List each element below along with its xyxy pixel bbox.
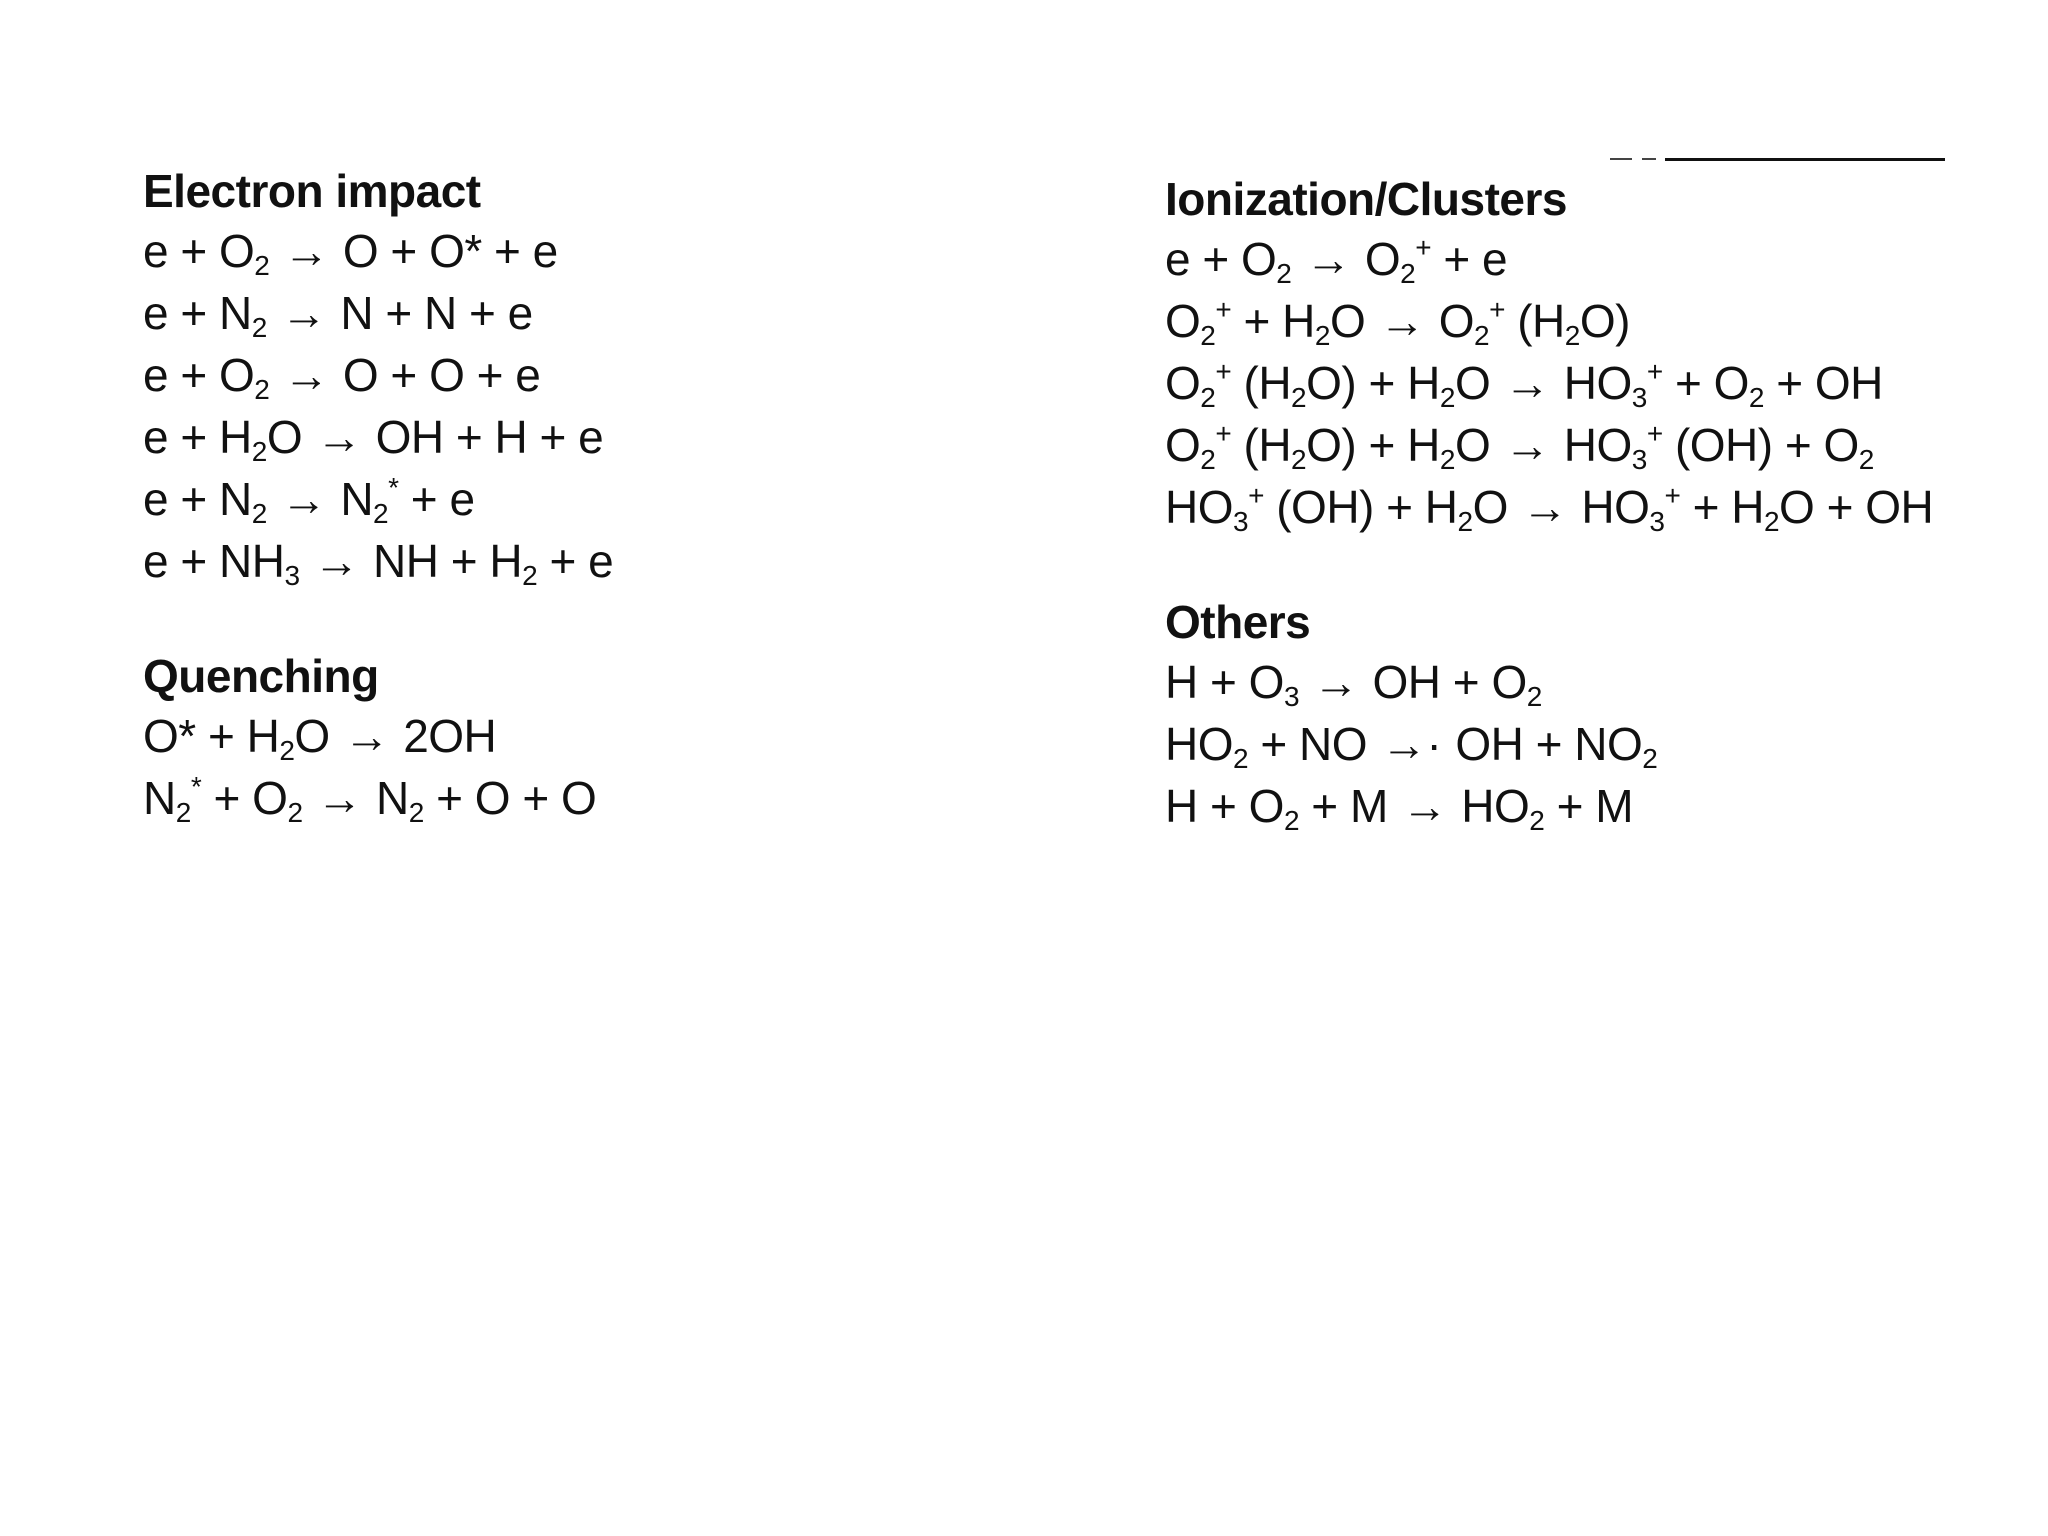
subscript: 2 <box>1457 506 1473 537</box>
equation-text: N <box>143 772 176 824</box>
reaction-equation <box>143 406 1043 468</box>
subscript: 2 <box>1291 444 1307 475</box>
equation-text: OH + O <box>1372 656 1527 708</box>
equation-text: + O + O <box>423 772 597 824</box>
equation-text: (H <box>1504 295 1565 347</box>
right-column <box>1165 170 2005 837</box>
equation-text: (OH) + H <box>1263 481 1458 533</box>
reaction-equation <box>143 282 1043 344</box>
reaction-arrow: → <box>283 349 329 401</box>
subscript: 2 <box>251 498 267 529</box>
subscript: 3 <box>1631 444 1647 475</box>
equation-text: O* + H <box>143 710 280 762</box>
equation-text: O <box>1165 357 1201 409</box>
horizontal-rule <box>1665 158 1945 161</box>
reaction-equation <box>143 530 1043 592</box>
reaction-equation <box>1165 352 2005 414</box>
equation-text: N <box>340 473 374 525</box>
equation-text: + O <box>1662 357 1749 409</box>
reaction-arrow: → <box>316 772 363 824</box>
subscript: 2 <box>1233 743 1249 774</box>
equation-text: O) + H <box>1306 419 1440 471</box>
equation-text: e + O <box>143 349 255 401</box>
subscript: 2 <box>1276 258 1292 289</box>
equation-text: O <box>266 411 303 463</box>
equation-list <box>1165 228 2005 538</box>
reaction-arrow: → <box>1379 295 1425 347</box>
equation-list <box>143 220 1043 592</box>
subscript: 2 <box>408 797 424 828</box>
subscript: 2 <box>1642 743 1658 774</box>
section-heading: Electron impact <box>143 165 481 217</box>
subscript: 2 <box>373 498 389 529</box>
superscript: + <box>1215 294 1232 325</box>
reaction-arrow: → <box>343 710 390 762</box>
reaction-arrow: →· <box>1381 718 1442 770</box>
equation-text: O <box>1364 233 1401 285</box>
reaction-arrow: → <box>1305 233 1351 285</box>
reaction-arrow: → <box>1504 419 1550 471</box>
equation-text: O <box>1165 419 1201 471</box>
reaction-equation <box>143 705 1043 767</box>
equation-text: HO <box>1563 419 1632 471</box>
subscript: 2 <box>1400 258 1416 289</box>
reaction-equation <box>1165 713 2005 775</box>
subscript: 2 <box>1200 320 1216 351</box>
equation-text: e + O <box>1165 233 1277 285</box>
equation-text: HO <box>1563 357 1632 409</box>
subscript: 3 <box>1283 681 1300 712</box>
equation-text: + O <box>201 772 288 824</box>
equation-list <box>1165 651 2005 837</box>
subscript: 3 <box>284 560 300 591</box>
equation-text: + e <box>398 473 475 525</box>
subscript: 2 <box>1283 805 1300 836</box>
superscript: * <box>388 472 399 503</box>
subscript: 2 <box>1439 382 1455 413</box>
section-electron-impact <box>143 162 1043 592</box>
equation-text: (OH) + O <box>1662 419 1859 471</box>
equation-text: H + O <box>1165 656 1284 708</box>
subscript: 2 <box>1439 444 1455 475</box>
section-heading: Others <box>1165 596 1311 648</box>
equation-text: O <box>1438 295 1475 347</box>
equation-text: (H <box>1231 357 1292 409</box>
reaction-arrow: → <box>1313 656 1359 708</box>
subscript: 2 <box>1564 320 1580 351</box>
subscript: 2 <box>1474 320 1490 351</box>
subscript: 2 <box>1748 382 1764 413</box>
subscript: 2 <box>1314 320 1330 351</box>
equation-text: + OH <box>1763 357 1883 409</box>
equation-text: O <box>1472 481 1508 533</box>
equation-text: + H <box>1680 481 1764 533</box>
equation-text: HO <box>1581 481 1650 533</box>
superscript: + <box>1489 294 1505 325</box>
equation-text: HO <box>1165 481 1233 533</box>
reaction-equation <box>1165 775 2005 837</box>
equation-text: O <box>1329 295 1366 347</box>
subscript: 2 <box>1291 382 1307 413</box>
equation-text: NH + H <box>373 535 523 587</box>
subscript: 2 <box>522 560 538 591</box>
reaction-arrow: → <box>1504 357 1550 409</box>
superscript: + <box>1248 480 1264 511</box>
equation-text: e + N <box>143 473 252 525</box>
equation-text: H + O <box>1165 780 1284 832</box>
equation-text: + e <box>537 535 614 587</box>
section-heading: Ionization/Clusters <box>1165 173 1567 225</box>
reaction-arrow: → <box>313 535 360 587</box>
equation-list <box>143 705 1043 829</box>
equation-text: N <box>376 772 409 824</box>
subscript: 2 <box>1858 444 1874 475</box>
subscript: 2 <box>251 312 267 343</box>
equation-text: 2OH <box>403 710 497 762</box>
equation-text: HO <box>1461 780 1530 832</box>
section-quenching <box>143 647 1043 829</box>
equation-text: N + N + e <box>340 287 533 339</box>
reaction-arrow: → <box>1401 780 1448 832</box>
superscript: + <box>1646 418 1663 449</box>
equation-text: e + NH <box>143 535 285 587</box>
subscript: 2 <box>1526 681 1542 712</box>
equation-text: e + O <box>143 225 255 277</box>
reaction-equation <box>1165 414 2005 476</box>
subscript: 2 <box>254 250 270 281</box>
section-ionization-clusters <box>1165 170 2005 538</box>
subscript: 2 <box>1529 805 1545 836</box>
equation-text: O <box>1454 357 1491 409</box>
reaction-equation <box>143 220 1043 282</box>
subscript: 2 <box>1763 506 1780 537</box>
equation-text: O + OH <box>1779 481 1934 533</box>
equation-text: e + N <box>143 287 252 339</box>
decorative-dash <box>1610 158 1632 160</box>
equation-text: + e <box>1431 233 1508 285</box>
equation-text: HO <box>1165 718 1233 770</box>
equation-text: + M <box>1544 780 1634 832</box>
subscript: 2 <box>254 374 270 405</box>
reaction-arrow: → <box>1521 481 1568 533</box>
equation-text: OH + NO <box>1455 718 1643 770</box>
superscript: + <box>1215 418 1232 449</box>
equation-text: O <box>1165 295 1201 347</box>
reaction-arrow: → <box>280 473 327 525</box>
reaction-equation <box>143 468 1043 530</box>
section-others <box>1165 593 2005 837</box>
superscript: + <box>1664 480 1681 511</box>
superscript: + <box>1415 232 1432 263</box>
reaction-arrow: → <box>316 411 362 463</box>
decorative-dash <box>1642 158 1656 160</box>
equation-text: OH + H + e <box>375 411 604 463</box>
equation-text: O <box>294 710 330 762</box>
equation-text: O) + H <box>1306 357 1440 409</box>
subscript: 2 <box>175 797 191 828</box>
equation-text: O) <box>1579 295 1630 347</box>
subscript: 2 <box>279 735 295 766</box>
left-column <box>143 162 1043 829</box>
subscript: 2 <box>1200 382 1216 413</box>
subscript: 2 <box>251 436 267 467</box>
subscript: 3 <box>1631 382 1647 413</box>
equation-text: O + O* + e <box>342 225 558 277</box>
reaction-equation <box>1165 651 2005 713</box>
reaction-arrow: → <box>283 225 329 277</box>
superscript: * <box>190 771 202 802</box>
subscript: 2 <box>287 797 303 828</box>
equation-text: (H <box>1231 419 1292 471</box>
equation-text: + NO <box>1248 718 1368 770</box>
reaction-equation <box>143 344 1043 406</box>
section-heading: Quenching <box>143 650 379 702</box>
subscript: 3 <box>1649 506 1665 537</box>
reaction-equation <box>1165 228 2005 290</box>
superscript: + <box>1646 356 1663 387</box>
superscript: + <box>1215 356 1232 387</box>
subscript: 2 <box>1200 444 1216 475</box>
equation-text: O + O + e <box>342 349 541 401</box>
reaction-equation <box>1165 476 2005 538</box>
equation-text: + H <box>1231 295 1315 347</box>
reaction-arrow: → <box>280 287 327 339</box>
reaction-equation <box>1165 290 2005 352</box>
subscript: 3 <box>1233 506 1249 537</box>
equation-text: O <box>1454 419 1491 471</box>
reaction-equation <box>143 767 1043 829</box>
equation-text: e + H <box>143 411 252 463</box>
equation-text: + M <box>1299 780 1388 832</box>
